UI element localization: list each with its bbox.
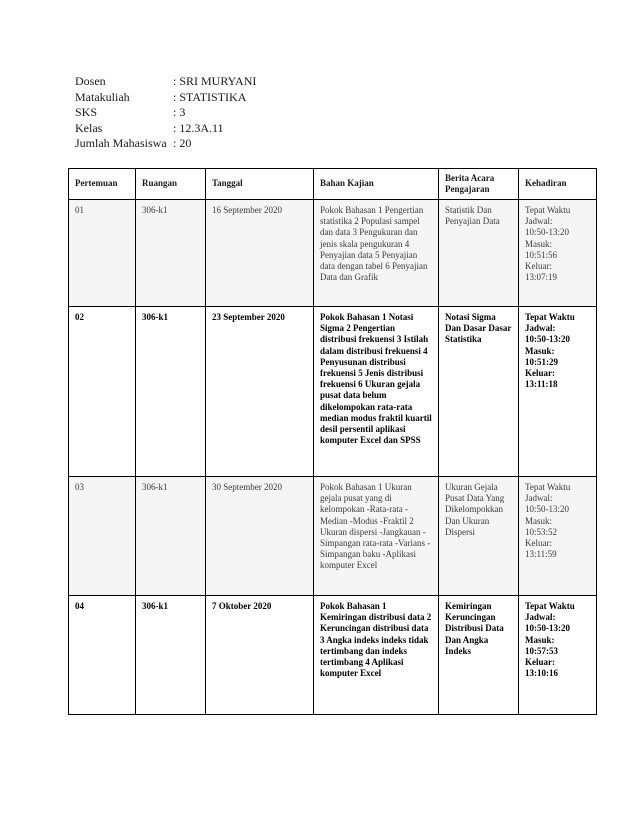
cell-bahan-kajian: Pokok Bahasan 1 Ukuran gejala pusat yang di kelompokan -Rata-rata -Median -Modus -Fraktil 2 Ukuran dispersi -Jangkauan -Simpangan rata-rata -Varians -Simpangan baku -Aplikasi komputer Excel <box>314 477 439 596</box>
cell-bahan-kajian: Pokok Bahasan 1 Kemiringan distribusi data 2 Keruncingan distribusi data 3 Angka indeks indeks tidak tertimbang dan indeks tertimbang 4 Aplikasi komputer Excel <box>314 596 439 715</box>
header-bahan-kajian: Bahan Kajian <box>314 169 439 200</box>
cell-pertemuan: 01 <box>69 200 136 307</box>
info-label: Kelas <box>75 120 103 135</box>
info-value: : 20 <box>173 136 192 150</box>
table-row <box>69 477 597 596</box>
cell-kehadiran: Tepat Waktu Jadwal: 10:50-13:20 Masuk: 10:51:56 Keluar: 13:07:19 <box>519 200 597 307</box>
info-dosen <box>75 74 256 90</box>
info-label: Jumlah Mahasiswa <box>75 136 167 150</box>
header-kehadiran: Kehadiran <box>519 169 597 200</box>
header-ruangan: Ruangan <box>136 169 206 200</box>
cell-kehadiran: Tepat Waktu Jadwal: 10:50-13:20 Masuk: 10:57:53 Keluar: 13:10:16 <box>519 596 597 715</box>
table-row <box>69 307 597 477</box>
course-info <box>75 74 256 152</box>
cell-ruangan: 306-k1 <box>136 477 206 596</box>
info-value: : STATISTIKA <box>173 89 247 104</box>
info-jumlah-mahasiswa <box>75 136 256 152</box>
info-sks <box>75 105 256 121</box>
info-value: : 12.3A.11 <box>173 120 224 135</box>
cell-tanggal: 7 Oktober 2020 <box>206 596 314 715</box>
cell-ruangan: 306-k1 <box>136 596 206 715</box>
cell-berita-acara: Ukuran Gejala Pusat Data Yang Dikelompokkan Dan Ukuran Dispersi <box>439 477 519 596</box>
table-row <box>69 596 597 715</box>
info-matakuliah <box>75 90 256 106</box>
table-header-row <box>69 169 597 200</box>
table-row <box>69 200 597 307</box>
cell-ruangan: 306-k1 <box>136 200 206 307</box>
cell-berita-acara: Statistik Dan Penyajian Data <box>439 200 519 307</box>
cell-pertemuan: 02 <box>69 307 136 477</box>
cell-pertemuan: 04 <box>69 596 136 715</box>
cell-bahan-kajian: Pokok Bahasan 1 Notasi Sigma 2 Pengertian distribusi frekuensi 3 Istilah dalam distribusi frekuensi 4 Penyusunan distribusi frekuensi 5 Jenis distribusi frekuensi 6 Ukuran gejala pusat data belum dikelompokan rata-rata median modus fraktil kuartil desil persentil aplikasi komputer Excel dan SPSS <box>314 307 439 477</box>
cell-kehadiran: Tepat Waktu Jadwal: 10:50-13:20 Masuk: 10:53:52 Keluar: 13:11:59 <box>519 477 597 596</box>
header-tanggal: Tanggal <box>206 169 314 200</box>
info-value: : 3 <box>173 105 186 119</box>
cell-tanggal: 23 September 2020 <box>206 307 314 477</box>
cell-kehadiran: Tepat Waktu Jadwal: 10:50-13:20 Masuk: 10:51:29 Keluar: 13:11:18 <box>519 307 597 477</box>
info-value: : SRI MURYANI <box>173 74 257 88</box>
info-kelas <box>75 121 256 137</box>
schedule-table <box>68 168 597 715</box>
cell-berita-acara: Notasi Sigma Dan Dasar Dasar Statistika <box>439 307 519 477</box>
cell-pertemuan: 03 <box>69 477 136 596</box>
cell-tanggal: 30 September 2020 <box>206 477 314 596</box>
header-berita-acara: Berita Acara Pengajaran <box>439 169 519 200</box>
header-pertemuan: Pertemuan <box>69 169 136 200</box>
info-label: SKS <box>75 105 98 119</box>
cell-bahan-kajian: Pokok Bahasan 1 Pengertian statistika 2 Populasi sampel dan data 3 Pengukuran dan jenis skala pengukuran 4 Penyajian data 5 Penyajian data dengan tabel 6 Penyajian Data dan Grafik <box>314 200 439 307</box>
cell-berita-acara: Kemiringan Keruncingan Distribusi Data Dan Angka Indeks <box>439 596 519 715</box>
info-label: Dosen <box>75 74 106 88</box>
cell-ruangan: 306-k1 <box>136 307 206 477</box>
cell-tanggal: 16 September 2020 <box>206 200 314 307</box>
info-label: Matakuliah <box>75 89 130 104</box>
